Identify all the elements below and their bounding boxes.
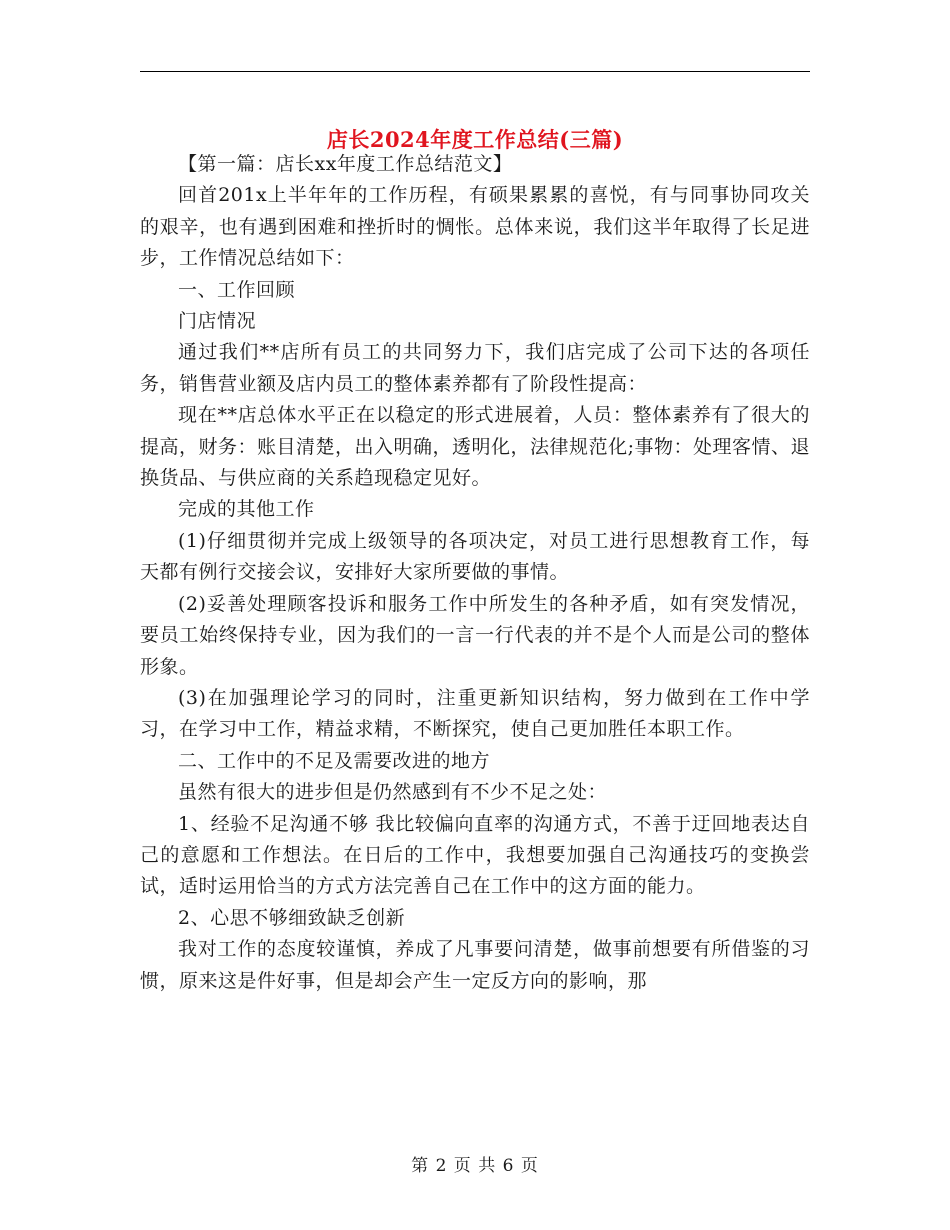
list-item: (3)在加强理论学习的同时，注重更新知识结构，努力做到在工作中学习，在学习中工作，精益求精，不断探究，使自己更加胜任本职工作。 [140, 686, 810, 741]
paragraph: 虽然有很大的进步但是仍然感到有不少不足之处： [178, 781, 608, 804]
document-title: 店长2024年度工作总结(三篇) [326, 127, 624, 153]
section-heading: 【第一篇：店长xx年度工作总结范文】 [178, 153, 513, 175]
subheading: 2、心思不够细致缺乏创新 [178, 906, 406, 929]
header-rule [140, 71, 810, 72]
paragraph: 现在**店总体水平正在以稳定的形式进展着，人员：整体素养有了很大的提高，财务：账目清楚，出入明确，透明化，法律规范化;事物：处理客情、退换货品、与供应商的关系趋现稳定见好。 [140, 404, 810, 490]
section-heading: 一、工作回顾 [178, 278, 296, 301]
paragraph: 我对工作的态度较谨慎，养成了凡事要问清楚，做事前想要有所借鉴的习惯，原来这是件好事，但是却会产生一定反方向的影响，那 [140, 938, 810, 992]
list-item: (2)妥善处理顾客投诉和服务工作中所发生的各种矛盾，如有突发情况，要员工始终保持专业，因为我们的一言一行代表的并不是个人而是公司的整体形象。 [140, 592, 810, 678]
subheading: 完成的其他工作 [178, 498, 315, 521]
list-item: 1、经验不足沟通不够 我比较偏向直率的沟通方式，不善于迂回地表达自己的意愿和工作想法。在日后的工作中，我想要加强自己沟通技巧的变换尝试，适时运用恰当的方式方法完善自己在工作中的这方面的能力。 [140, 812, 810, 898]
subheading: 门店情况 [178, 310, 257, 333]
document-body [140, 149, 810, 997]
section-heading: 二、工作中的不足及需要改进的地方 [178, 749, 491, 772]
paragraph: 回首201x上半年年的工作历程，有硕果累累的喜悦，有与同事协同攻关的艰辛，也有遇到困难和挫折时的惆怅。总体来说，我们这半年取得了长足进步，工作情况总结如下： [140, 184, 810, 270]
paragraph: 通过我们**店所有员工的共同努力下，我们店完成了公司下达的各项任务，销售营业额及店内员工的整体素养都有了阶段性提高： [140, 341, 810, 395]
list-item: (1)仔细贯彻并完成上级领导的各项决定，对员工进行思想教育工作，每天都有例行交接会议，安排好大家所要做的事情。 [140, 529, 810, 584]
page-number: 第 2 页 共 6 页 [411, 1156, 539, 1176]
